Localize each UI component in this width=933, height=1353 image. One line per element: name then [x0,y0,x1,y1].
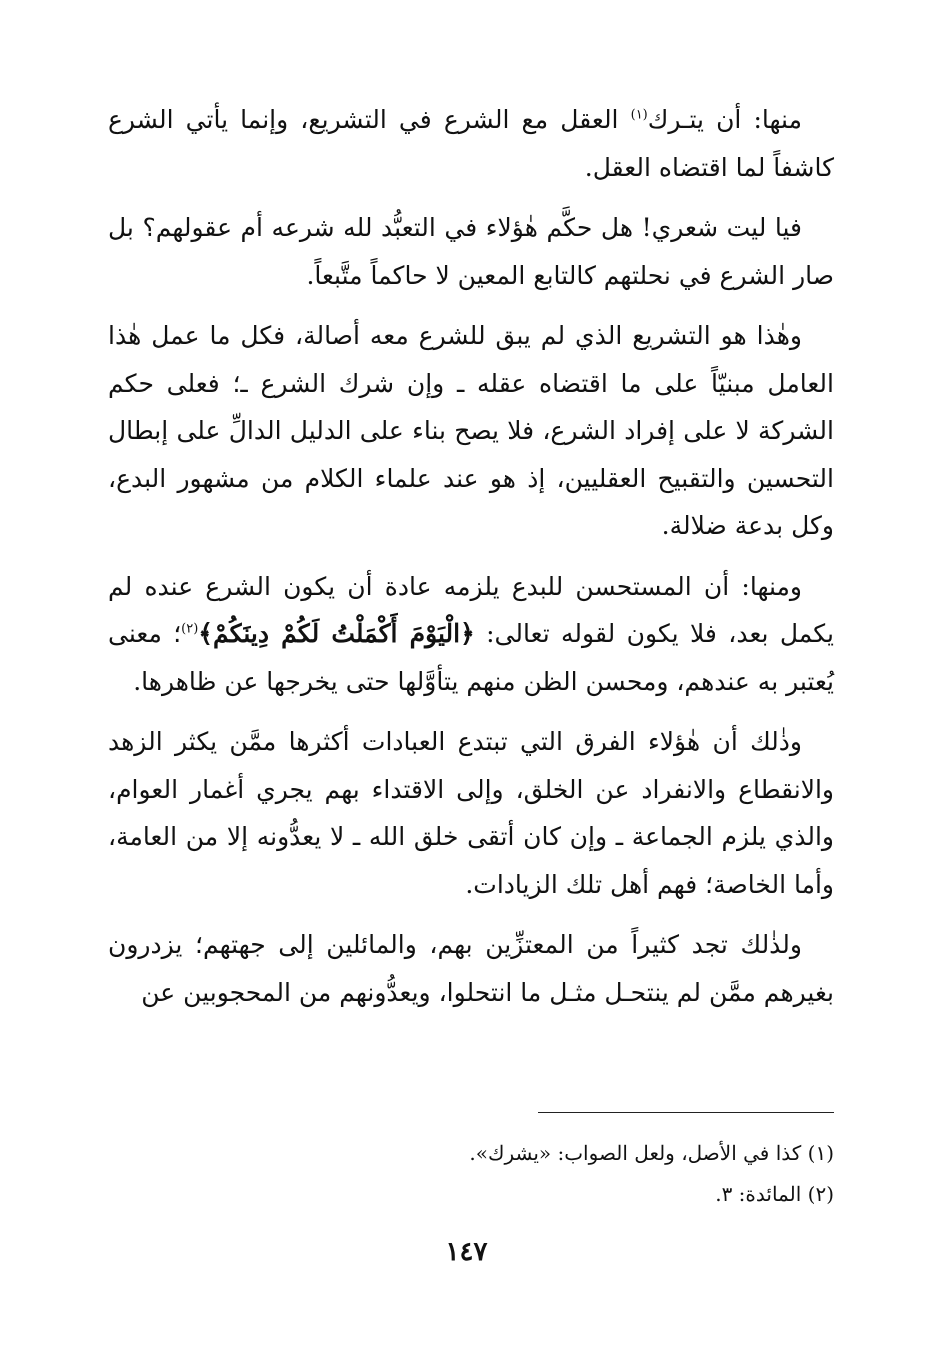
paragraph-4 [108,563,834,706]
paragraph-1-rest: العقل مع الشرع في التشريع، وإنما يأتي الشرع كاشفاً لما اقتضاه العقل. [108,105,834,182]
page-number: ١٤٧ [445,1237,488,1267]
paragraph-1-start: منها: أن يتـرك [647,105,802,134]
main-text [108,96,834,1029]
paragraph-4-start: ومنها: أن المستحسن للبدع يلزمه عادة أن يكون الشرع عنده لم يكمل بعد، فلا يكون لقوله تعالى: [108,571,834,648]
footnote-ref-2: (٢) [181,621,199,637]
footnotes [300,1133,834,1215]
paragraph-2: فيا ليت شعري! هل حكَّم هٰؤلاء في التعبُّد لله شرعه أم عقولهم؟ بل صار الشرع في نحلتهم كالتابع المعين لا حاكماً متَّبعاً. [108,213,834,290]
footnote-1: (١) كذا في الأصل، ولعل الصواب: «يشرك». [469,1141,834,1165]
quran-verse: ﴿الْيَوْمَ أَكْمَلْتُ لَكُمْ دِينَكُمْ﴾ [198,619,475,648]
paragraph-1 [108,96,834,191]
paragraph-4-rest: ؛ معنى يُعتبر به عندهم، ومحسن الظن منهم يتأوَّلها حتى يخرجها عن ظاهرها. [108,619,834,696]
paragraph-6: ولذٰلك تجد كثيراً من المعتزِّين بهم، والمائلين إلى جهتهم؛ يزدرون بغيرهم ممَّن لم ينتحـل مثـل ما انتحلوا، ويعدُّونهم من المحجوبين عن [108,930,834,1007]
footnote-2: (٢) المائدة: ٣. [715,1182,834,1206]
footnote-ref-1: (١) [630,107,648,123]
paragraph-5: وذٰلك أن هٰؤلاء الفرق التي تبتدع العبادات أكثرها ممَّن يكثر الزهد والانقطاع والانفراد عن الخلق، وإلى الاقتداء بهم يجري أغمار العوام، والذي يلزم الجماعة ـ وإن كان أتقى خلق الله ـ لا يعدُّونه إلا من العامة، وأما الخاصة؛ فهم أهل تلك الزيادات. [108,727,834,899]
footnote-divider [538,1112,834,1113]
paragraph-3: وهٰذا هو التشريع الذي لم يبق للشرع معه أصالة، فكل ما عمل هٰذا العامل مبنيّاً على ما اقتضاه عقله ـ وإن شرك الشرع ـ؛ فعلى حكم الشركة لا على إفراد الشرع، فلا يصح بناء على الدليل الدالِّ على إبطال التحسين والتقبيح العقليين، إذ هو عند علماء الكلام من مشهور البدع، وكل بدعة ضلالة. [108,321,834,540]
